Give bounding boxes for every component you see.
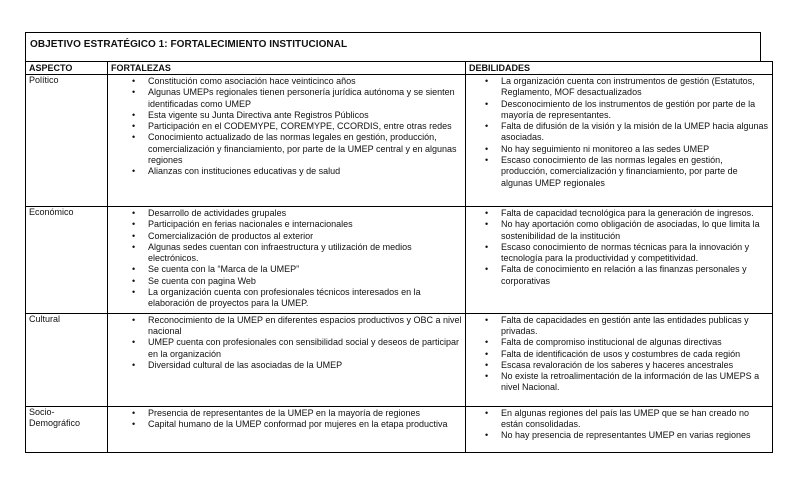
list-item [111,315,462,338]
list-item-text: Falta de compromiso institucional de algunas directivas [501,337,722,348]
debilidades-cell [466,75,773,207]
list-item-text: No existe la retroalimentación de la información de las UMEPS a nivel Nacional. [501,371,760,393]
debilidades-cell [466,207,773,314]
debilidades-cell [466,406,773,452]
bullet-icon: • [132,166,136,177]
list-item-text: No hay aportación como obligación de asociadas, lo que limita la sostenibilidad de la institución [501,219,760,241]
list-item [111,242,462,265]
bullet-icon: • [132,287,136,298]
list-item [111,287,462,310]
list-item-text: Se cuenta con la “Marca de la UMEP” [148,264,300,275]
header-debilidades: DEBILIDADES [466,62,773,75]
row-socio-demografico [26,406,773,452]
list-item-text: Falta de capacidad tecnológica para la generación de ingresos. [501,208,754,218]
list-item [469,219,769,242]
list-item-text: Falta de identificación de usos y costumbres de cada región [501,348,741,359]
fortalezas-cell [108,207,466,314]
fortalezas-list [111,407,462,434]
list-item [469,349,769,360]
list-item-text: La organización cuenta con profesionales técnicos interesados en la elaboración de proyectos para la UMEP. [148,287,421,309]
list-item-text: Escasa revaloración de los saberes y haceres ancestrales [501,359,734,370]
bullet-icon: • [132,314,136,325]
aspect-cell: Cultural [26,313,108,406]
objective-title-box [25,32,761,61]
list-item-text: Escaso conocimiento de normas técnicas para la innovación y tecnología para la productividad y competitividad. [501,241,750,264]
objective-title: OBJETIVO ESTRATÉGICO 1: FORTALECIMIENTO INSTITUCIONAL [30,39,348,50]
bullet-icon: • [485,359,489,370]
bullet-icon: • [132,275,136,286]
bullet-icon: • [132,407,136,418]
list-item-text: Esta vigente su Junta Directiva ante Registros Públicos [148,109,369,120]
list-item-text: Escaso conocimiento de las normas legales en gestión, producción, comercialización y financiamiento, por parte de algunas UMEP regionales [501,155,738,188]
list-item [469,264,769,287]
debilidades-list [469,314,769,397]
bullet-icon: • [132,132,136,143]
bullet-icon: • [132,359,136,370]
list-item-text: Comercialización de productos al exterior [148,230,314,241]
bullet-icon: • [485,337,489,348]
list-item-text: En algunas regiones del país las UMEP que se han creado no están consolidadas. [501,407,749,429]
list-item [469,360,769,371]
bullet-icon: • [485,219,489,230]
bullet-icon: • [485,371,489,382]
list-item-text: Participación en ferias nacionales e internacionales [148,219,353,230]
bullet-icon: • [132,337,136,348]
list-item [469,99,769,122]
list-item-text: No hay presencia de representantes UMEP en varias regiones [501,430,751,441]
list-item [111,166,462,177]
list-item [469,155,769,189]
list-item-text: Alianzas con instituciones educativas y de salud [148,166,341,177]
list-item [111,219,462,230]
list-item-text: Algunas UMEPs regionales tienen personería jurídica autónoma y se sienten identificadas como UMEP [148,87,455,109]
bullet-icon: • [132,109,136,120]
list-item-text: Conocimiento actualizado de las normas legales en gestión, producción, comercialización y financiamiento, por parte de la UMEP central y en algunas regiones [148,132,457,166]
bullet-icon: • [132,87,136,98]
list-item-text: No hay seguimiento ni monitoreo a las sedes UMEP [501,143,710,154]
list-item [111,231,462,242]
bullet-icon: • [132,76,136,86]
list-item [469,208,769,219]
list-item-text: Capital humano de la UMEP conformad por mujeres en la etapa productiva [148,418,448,429]
aspect-cell: Económico [26,207,108,314]
list-item [469,76,769,99]
bullet-icon: • [485,208,489,218]
bullet-icon: • [132,418,136,429]
debilidades-list [469,407,769,445]
list-item-text: Diversidad cultural de las asociadas de la UMEP [148,359,343,370]
list-item-text: Falta de capacidades en gestión ante las entidades publicas y privadas. [501,314,749,336]
fortalezas-cell [108,75,466,207]
debilidades-list [469,207,769,290]
list-item [111,337,462,360]
fortalezas-cell [108,313,466,406]
list-item [111,208,462,219]
list-item [469,408,769,431]
header-fortalezas: FORTALEZAS [108,62,466,75]
list-item [111,132,462,166]
list-item-text: Reconocimiento de la UMEP en diferentes espacios productivos y OBC a nivel nacional [148,314,462,336]
debilidades-cell [466,313,773,406]
list-item [469,371,769,394]
fortalezas-cell [108,406,466,452]
list-item [111,264,462,275]
list-item [111,76,462,87]
aspect-cell: Político [26,75,108,207]
bullet-icon: • [485,264,489,275]
list-item-text: La organización cuenta con instrumentos de gestión (Estatutos, Reglamento, MOF desactualizados [501,76,755,98]
list-item [469,315,769,338]
debilidades-list [469,75,769,192]
bullet-icon: • [485,348,489,359]
bullet-icon: • [485,430,489,441]
list-item [469,430,769,441]
bullet-icon: • [485,143,489,154]
fortalezas-list [111,207,462,313]
list-item-text: Desconocimiento de los instrumentos de gestión por parte de la mayoría de representantes. [501,98,756,120]
bullet-icon: • [132,219,136,230]
fortalezas-list [111,314,462,374]
aspect-cell: Socio-Demográfico [26,406,108,452]
bullet-icon: • [132,264,136,275]
bullet-icon: • [132,121,136,132]
list-item-text: Se cuenta con pagina Web [148,275,256,286]
list-item-text: Falta de conocimiento en relación a las finanzas personales y corporativas [501,264,747,286]
list-item [469,144,769,155]
bullet-icon: • [485,407,489,418]
list-item [469,337,769,348]
list-item-text: UMEP cuenta con profesionales con sensibilidad social y deseos de participar en la organización [148,337,460,359]
list-item [111,110,462,121]
list-item [111,360,462,371]
table-body [26,75,773,453]
list-item-text: Participación en el CODEMYPE, COREMYPE, CCORDIS, entre otras redes [148,121,452,132]
list-item-text: Presencia de representantes de la UMEP en la mayoría de regiones [148,407,420,418]
list-item [111,87,462,110]
table-header-row [26,62,773,75]
list-item [111,121,462,132]
list-item-text: Desarrollo de actividades grupales [148,208,287,218]
bullet-icon: • [485,121,489,132]
list-item-text: Falta de difusión de la visión y la misión de la UMEP hacia algunas asociadas. [501,121,768,143]
bullet-icon: • [485,241,489,252]
bullet-icon: • [485,155,489,166]
list-item-text: Algunas sedes cuentan con infraestructura y utilización de medios electrónicos. [148,241,412,264]
swot-table [25,61,773,453]
bullet-icon: • [485,76,489,86]
list-item-text: Constitución como asociación hace veinticinco años [148,76,356,86]
fortalezas-list [111,75,462,181]
bullet-icon: • [132,208,136,218]
row-economico [26,207,773,314]
bullet-icon: • [485,98,489,109]
row-politico [26,75,773,207]
list-item [111,408,462,419]
bullet-icon: • [132,241,136,252]
header-aspecto: ASPECTO [26,62,108,75]
list-item [111,419,462,430]
list-item [469,242,769,265]
list-item [111,276,462,287]
bullet-icon: • [485,314,489,325]
bullet-icon: • [132,230,136,241]
list-item [469,121,769,144]
row-cultural [26,313,773,406]
